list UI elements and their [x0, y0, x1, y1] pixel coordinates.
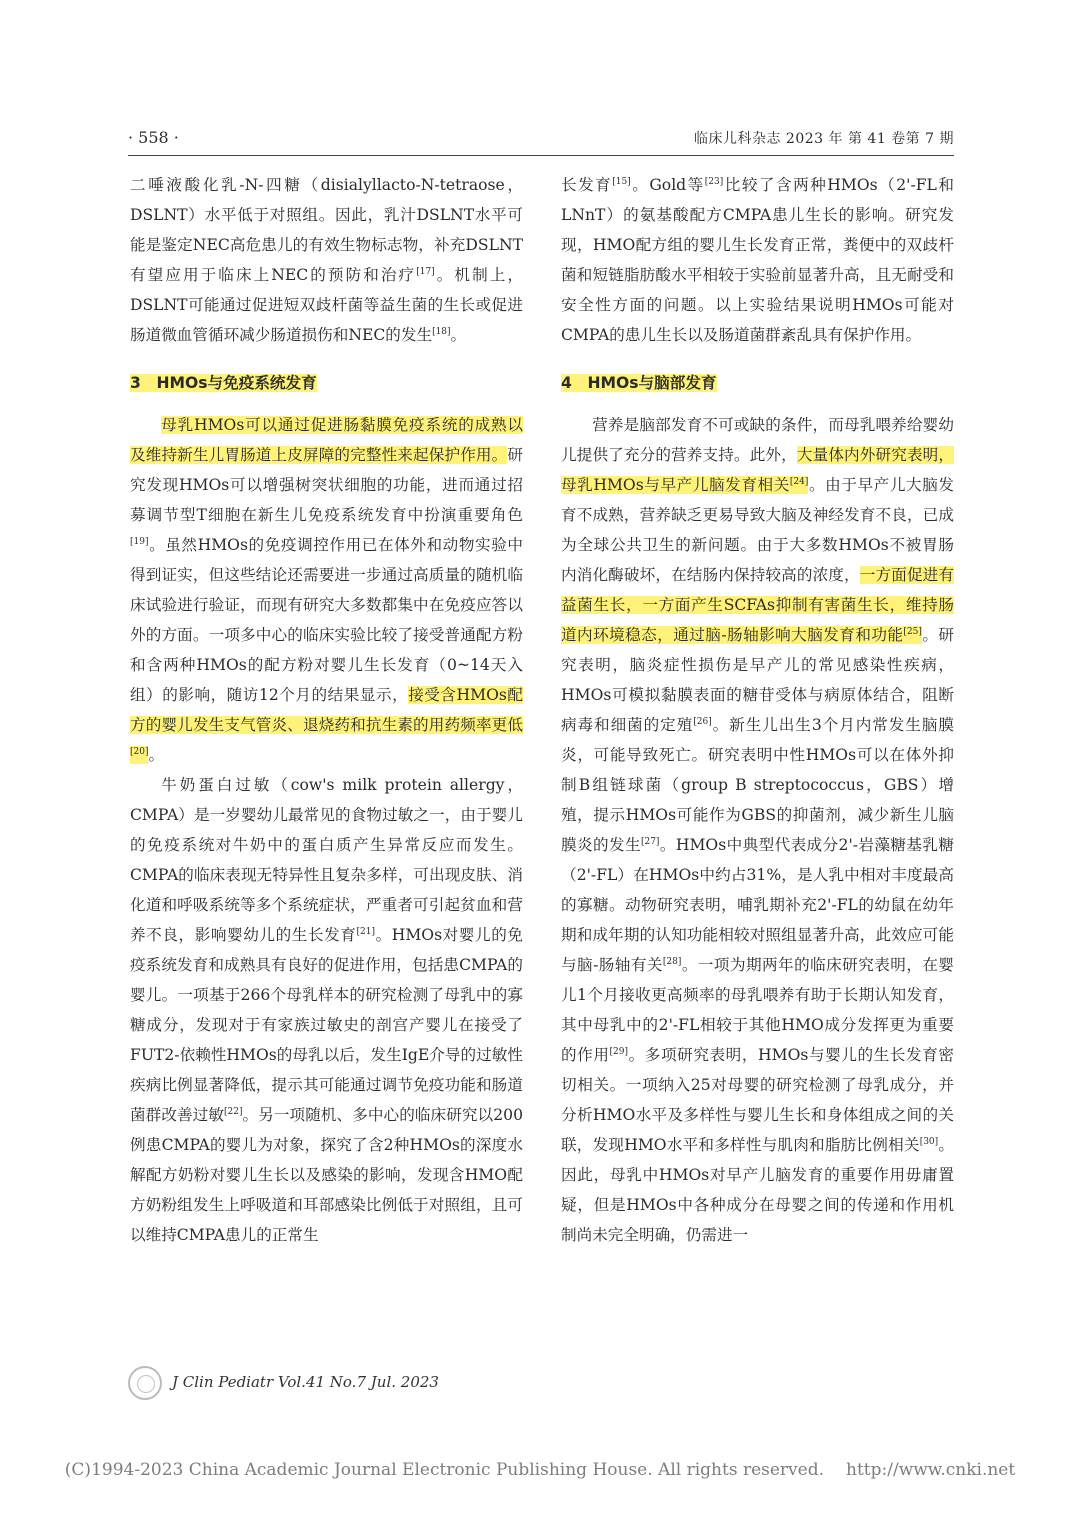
- page-footer: [128, 1366, 548, 1402]
- section-heading-3: 3 HMOs与免疫系统发育: [130, 374, 317, 392]
- paragraph-gold: 长发育[15]。Gold等[23]比较了含两种HMOs（2'-FL和LNnT）的氨基酸配方CMPA患儿生长的影响。研究发现，HMO配方组的婴儿生长发育正常，粪便中的双歧杆菌和短链脂肪酸水平相较于实验前显著升高，且无耐受和安全性方面的问题。以上实验结果说明HMOs可能对CMPA的患儿生长以及肠道菌群紊乱具有保护作用。: [561, 176, 954, 344]
- citation[interactable]: [24]: [789, 476, 809, 487]
- footer-citation: J Clin Pediatr Vol.41 No.7 Jul. 2023: [172, 1373, 439, 1391]
- right-column: [561, 170, 954, 1250]
- page-header: [128, 128, 954, 156]
- citation[interactable]: [15]: [612, 176, 631, 187]
- highlighted-text: 母乳HMOs可以通过促进肠黏膜免疫系统的成熟以及维持新生儿胃肠道上皮屏障的完整性来起保护作用。: [130, 416, 523, 464]
- citation[interactable]: [18]: [432, 326, 451, 337]
- citation[interactable]: [20]: [130, 746, 149, 757]
- highlighted-text: 大量体内外研究表明，母乳HMOs与早产儿脑发育相关[24]: [561, 446, 954, 494]
- citation[interactable]: [19]: [130, 536, 149, 547]
- journal-seal-icon: [128, 1366, 162, 1400]
- paragraph-brain: 营养是脑部发育不可或缺的条件，而母乳喂养给婴幼儿提供了充分的营养支持。此外，大量体内外研究表明，母乳HMOs与早产儿脑发育相关[24]。由于早产儿大脑发育不成熟，营养缺乏更易导致大脑及神经发育不良，已成为全球公共卫生的新问题。由于大多数HMOs不被胃肠内消化酶破坏，在结肠内保持较高的浓度，一方面促进有益菌生长，一方面产生SCFAs抑制有害菌生长，维持肠道内环境稳态，通过脑-肠轴影响大脑发育和功能[25]。研究表明，脑炎症性损伤是早产儿的常见感染性疾病，HMOs可模拟黏膜表面的糖苷受体与病原体结合，阻断病毒和细菌的定殖[26]。新生儿出生3个月内常发生脑膜炎，可能导致死亡。研究表明中性HMOs可以在体外抑制B组链球菌（group B streptococcus，GBS）增殖，提示HMOs可能作为GBS的抑菌剂，减少新生儿脑膜炎的发生[27]。HMOs中典型代表成分2'-岩藻糖基乳糖（2'-FL）在HMOs中约占31%，是人乳中相对丰度最高的寡糖。动物研究表明，哺乳期补充2'-FL的幼鼠在幼年期和成年期的认知功能相较对照组显著升高，此效应可能与脑-肠轴有关[28]。一项为期两年的临床研究表明，在婴儿1个月接收更高频率的母乳喂养有助于长期认知发育，其中母乳中的2'-FL相较于其他HMO成分发挥更为重要的作用[29]。多项研究表明，HMOs与婴儿的生长发育密切相关。一项纳入25对母婴的研究检测了母乳成分，并分析HMO水平及多样性与婴儿生长和身体组成之间的关联，发现HMO水平和多样性与肌肉和脂肪比例相关[30]。因此，母乳中HMOs对早产儿脑发育的重要作用毋庸置疑，但是HMOs中各种成分在母婴之间的传递和作用机制尚未完全明确，仍需进一: [561, 416, 954, 1244]
- highlighted-text: 一方面促进有益菌生长，一方面产生SCFAs抑制有害菌生长，维持肠道内环境稳态，通过脑-肠轴影响大脑发育和功能[25]: [561, 566, 954, 644]
- citation[interactable]: [25]: [903, 626, 922, 637]
- section-heading-4: 4 HMOs与脑部发育: [561, 374, 717, 392]
- copyright-text: (C)1994-2023 China Academic Journal Electronic Publishing House. All rights reserved.: [64, 1460, 825, 1480]
- cnki-link[interactable]: http://www.cnki.net: [846, 1460, 1016, 1480]
- citation[interactable]: [22]: [224, 1106, 243, 1117]
- citation[interactable]: [30]: [919, 1136, 939, 1147]
- paragraph-cmpa: 牛奶蛋白过敏（cow's milk protein allergy，CMPA）是一岁婴幼儿最常见的食物过敏之一，由于婴儿的免疫系统对牛奶中的蛋白质产生异常反应而发生。CMPA的临床表现无特异性且复杂多样，可出现皮肤、消化道和呼吸系统等多个系统症状，严重者可引起贫血和营养不良，影响婴幼儿的生长发育[21]。HMOs对婴儿的免疫系统发育和成熟具有良好的促进作用，包括患CMPA的婴儿。一项基于266个母乳样本的研究检测了母乳中的寡糖成分，发现对于有家族过敏史的剖宫产婴儿在接受了FUT2-依赖性HMOs的母乳以后，发生IgE介导的过敏性疾病比例显著降低，提示其可能通过调节免疫功能和肠道菌群改善过敏[22]。另一项随机、多中心的临床研究以200例患CMPA的婴儿为对象，探究了含2种HMOs的深度水解配方奶粉对婴儿生长以及感染的影响，发现含HMO配方奶粉组发生上呼吸道和耳部感染比例低于对照组，且可以维持CMPA患儿的正常生: [130, 776, 523, 1244]
- citation[interactable]: [29]: [609, 1046, 629, 1057]
- citation[interactable]: [23]: [704, 176, 724, 187]
- highlighted-text: 接受含HMOs配方的婴儿发生支气管炎、退烧药和抗生素的用药频率更低[20]: [130, 686, 523, 764]
- citation[interactable]: [17]: [416, 266, 435, 277]
- header-rule: [128, 155, 954, 156]
- paragraph-dslnt: 二唾液酸化乳-N-四糖（disialyllacto-N-tetraose，DSLNT）水平低于对照组。因此，乳汁DSLNT水平可能是鉴定NEC高危患儿的有效生物标志物，补充DSLNT有望应用于临床上NEC的预防和治疗[17]。机制上，DSLNT可能通过促进短双歧杆菌等益生菌的生长或促进肠道微血管循环减少肠道损伤和NEC的发生[18]。: [130, 176, 523, 344]
- citation[interactable]: [28]: [662, 956, 682, 967]
- citation[interactable]: [27]: [640, 836, 660, 847]
- citation[interactable]: [21]: [356, 926, 375, 937]
- journal-running-title: 临床儿科杂志 2023 年 第 41 卷第 7 期: [693, 131, 954, 147]
- citation[interactable]: [26]: [693, 716, 712, 727]
- copyright-line: [0, 1460, 1080, 1480]
- paragraph-immune: 母乳HMOs可以通过促进肠黏膜免疫系统的成熟以及维持新生儿胃肠道上皮屏障的完整性来起保护作用。研究发现HMOs可以增强树突状细胞的功能，进而通过招募调节型T细胞在新生儿免疫系统发育中扮演重要角色[19]。虽然HMOs的免疫调控作用已在体外和动物实验中得到证实，但这些结论还需要进一步通过高质量的随机临床试验进行验证，而现有研究大多数都集中在免疫应答以外的方面。一项多中心的临床实验比较了接受普通配方粉和含两种HMOs的配方粉对婴儿生长发育（0~14天入组）的影响，随访12个月的结果显示，接受含HMOs配方的婴儿发生支气管炎、退烧药和抗生素的用药频率更低[20]。: [130, 416, 523, 764]
- page-number: · 558 ·: [128, 128, 179, 147]
- left-column: [130, 170, 523, 1250]
